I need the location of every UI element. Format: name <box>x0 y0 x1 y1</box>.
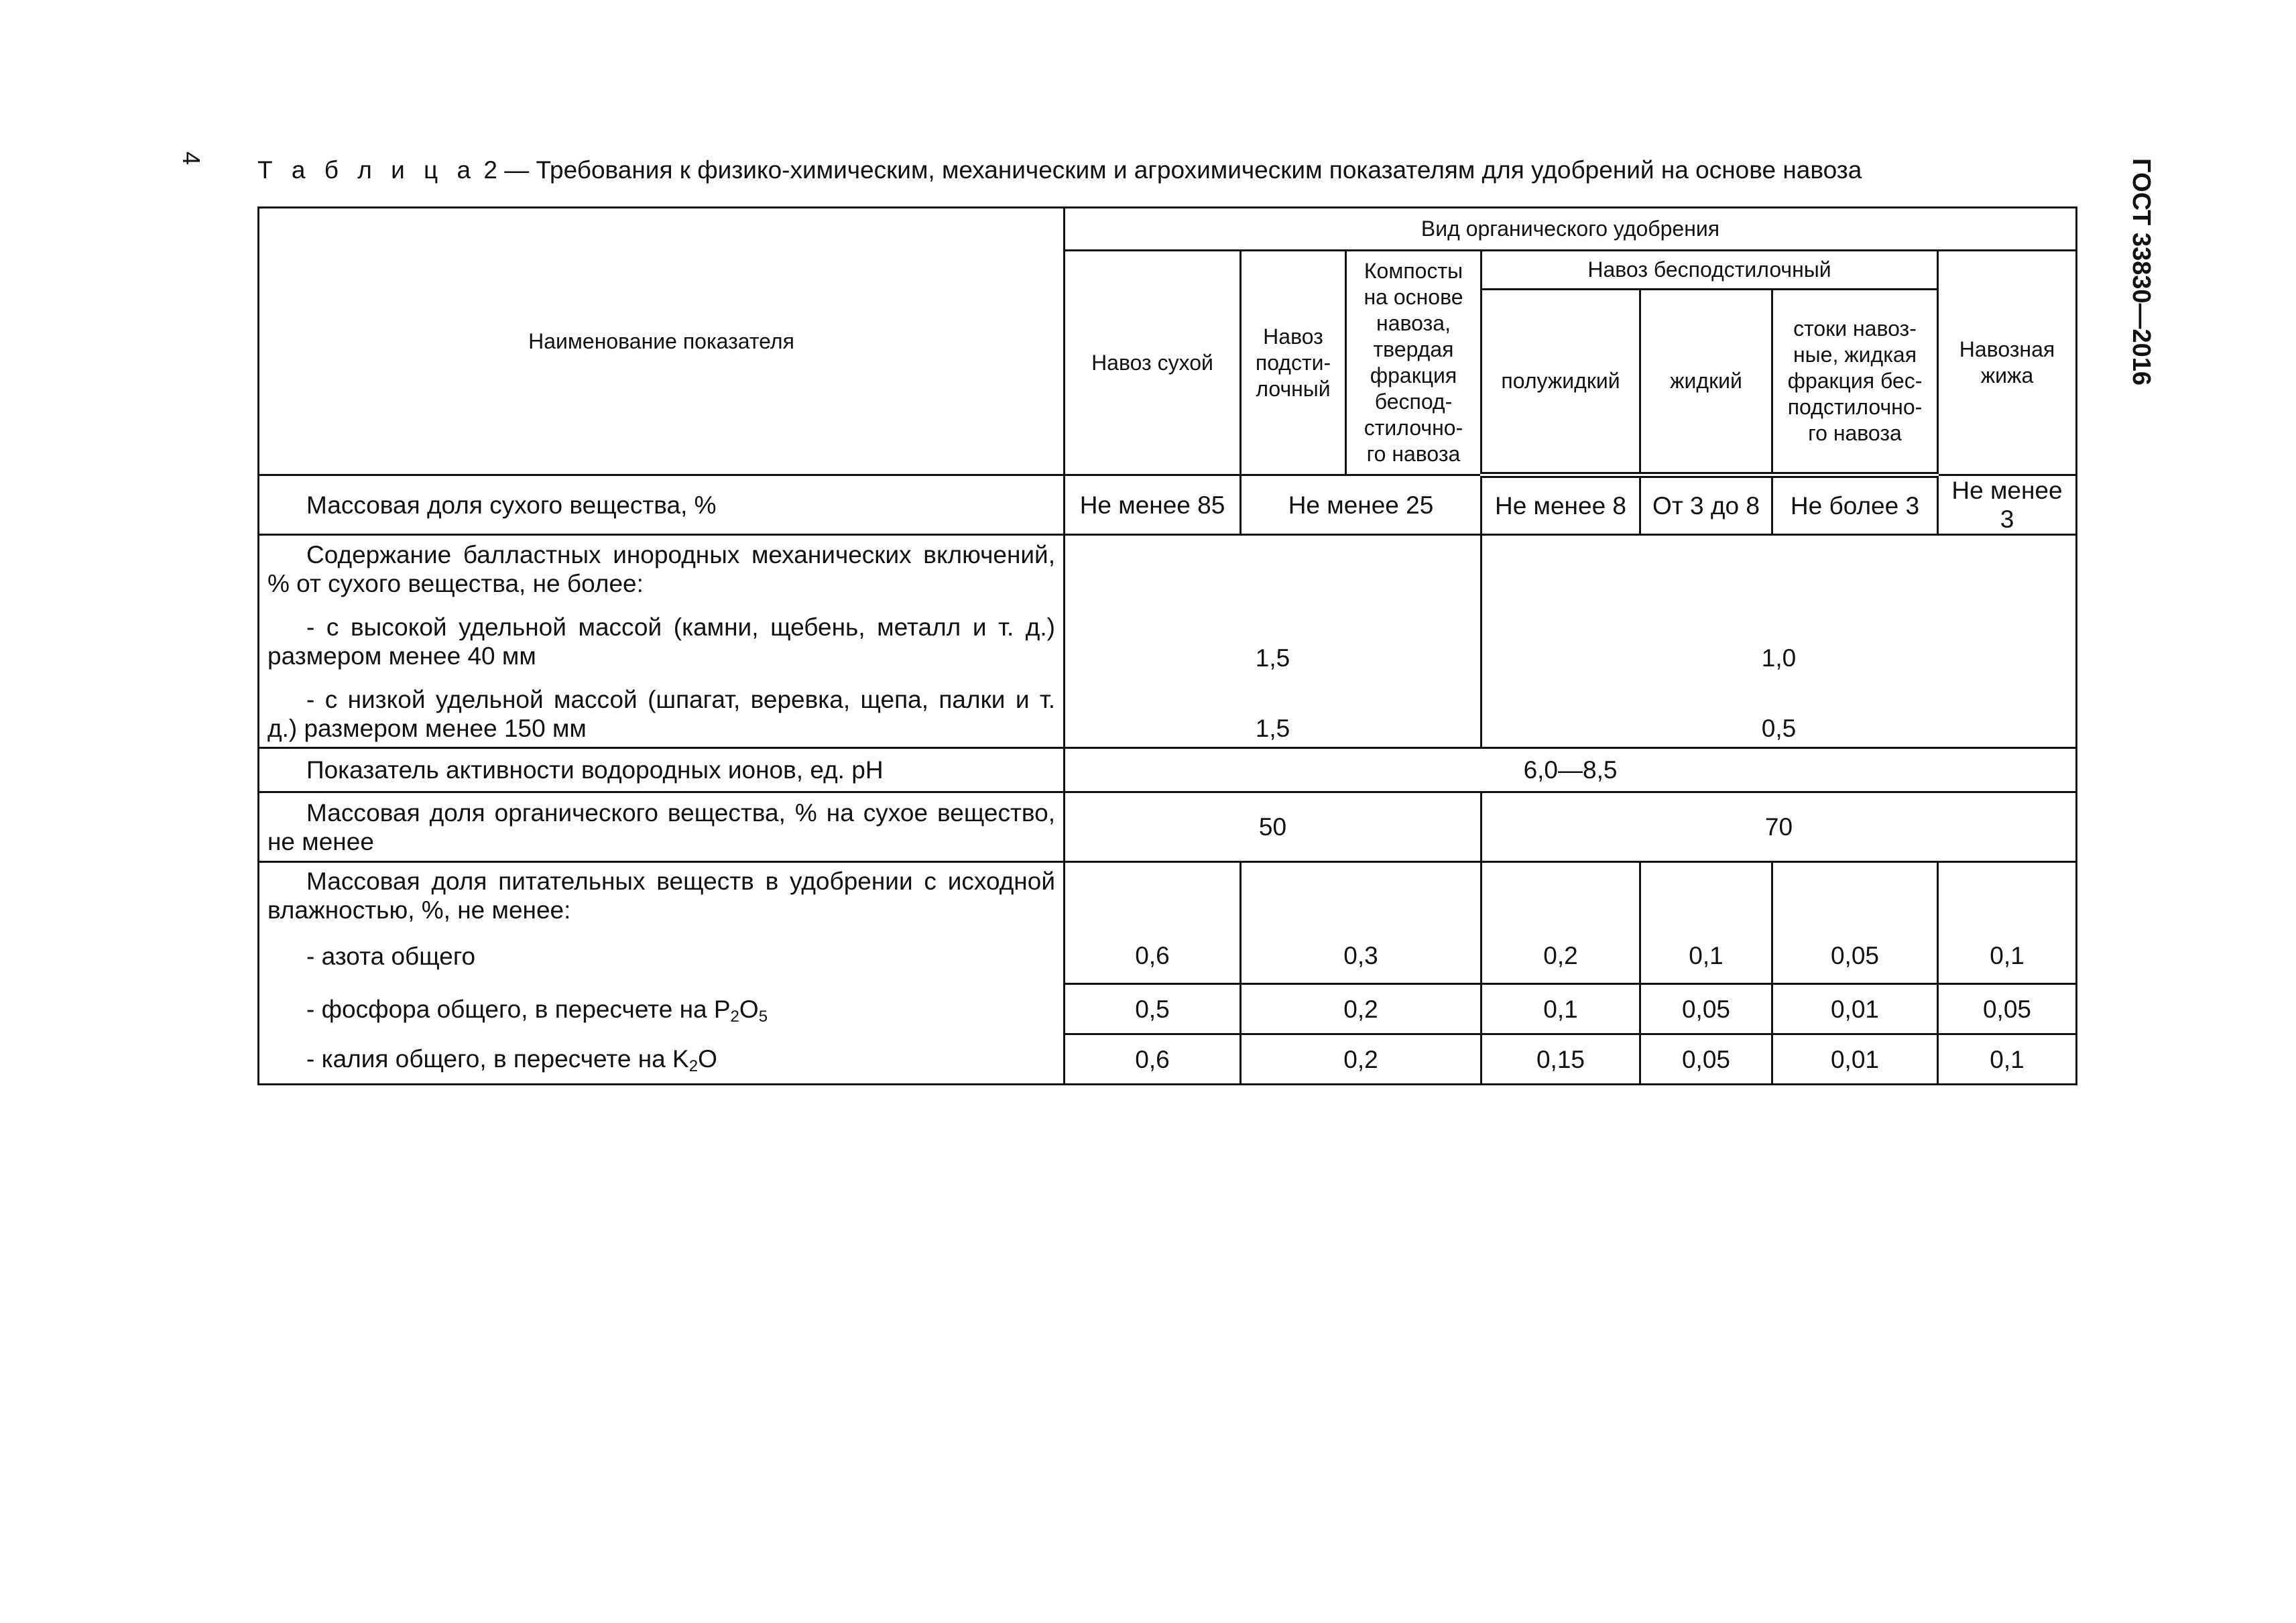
row-nitrogen <box>259 929 2077 984</box>
row-ballast <box>259 535 2077 748</box>
cell-empty <box>1938 862 2077 929</box>
cell-slurry: Не менее 3 <box>1938 475 2077 535</box>
cell-liquid: От 3 до 8 <box>1640 475 1772 535</box>
header-runoff: стоки навоз-ные, жидкая фракция бес-подстилочно-го навоза <box>1772 290 1938 475</box>
cell-runoff: 0,01 <box>1772 984 1938 1034</box>
cell-semiliquid: Не менее 8 <box>1482 475 1640 535</box>
row-label: Массовая доля сухого вещества, % <box>259 475 1065 535</box>
header-liquid: жидкий <box>1640 290 1772 475</box>
cell-empty <box>1640 862 1772 929</box>
cell-litter-compost: 0,3 <box>1241 929 1482 984</box>
row-label: Содержание балластных инородных механических включений, % от сухого вещества, не более: - с высокой удельной массой (камни, щебень, металл и т. д.) размером менее 40 мм - с низкой удельной массой (шпагат, веревка, щепа, палки и т. д.) размером менее 150 мм <box>259 535 1065 748</box>
cell-liquid: 0,05 <box>1640 1034 1772 1085</box>
header-manure-slurry: Навозная жижа <box>1938 251 2077 475</box>
header-semiliquid: полужидкий <box>1482 290 1640 475</box>
cell-organic-b: 70 <box>1482 792 2077 862</box>
requirements-table <box>257 206 2077 1085</box>
cell-ballast-group-b <box>1482 535 2077 748</box>
page-number: 4 <box>178 152 205 166</box>
row-label: - калия общего, в пересчете на $K_2O$ <box>259 1034 1065 1085</box>
header-indicator: Наименование показателя <box>259 208 1065 475</box>
caption-label: Т а б л и ц а <box>257 156 477 184</box>
document-code: ГОСТ 33830—2016 <box>2127 158 2155 386</box>
cell-slurry: 0,05 <box>1938 984 2077 1034</box>
cell-runoff: 0,01 <box>1772 1034 1938 1085</box>
header-manure-dry: Навоз сухой <box>1065 251 1241 475</box>
row-label: Массовая доля питательных веществ в удобрении с исходной влажностью, %, не менее: <box>259 862 1065 929</box>
header-fertilizer-kind: Вид органического удобрения <box>1065 208 2077 251</box>
cell-slurry: 0,1 <box>1938 929 2077 984</box>
header-manure-no-litter: Навоз бесподстилочный <box>1482 251 1938 290</box>
value-heavy-a: 1,5 <box>1255 644 1290 672</box>
cell-semiliquid: 0,15 <box>1482 1034 1640 1085</box>
cell-empty <box>1772 862 1938 929</box>
cell-dry: 0,6 <box>1065 1034 1241 1085</box>
cell-dry: Не менее 85 <box>1065 475 1241 535</box>
row-label: Массовая доля органического вещества, % на сухое вещество, не менее <box>259 792 1065 862</box>
cell-liquid: 0,1 <box>1640 929 1772 984</box>
cell-ballast-group-a <box>1065 535 1482 748</box>
cell-runoff: 0,05 <box>1772 929 1938 984</box>
cell-dry: 0,6 <box>1065 929 1241 984</box>
cell-semiliquid: 0,2 <box>1482 929 1640 984</box>
cell-litter-compost: 0,2 <box>1241 984 1482 1034</box>
cell-empty <box>1241 862 1482 929</box>
caption-text: 2 — Требования к физико-химическим, механическим и агрохимическим показателям для удобрений на основе навоза <box>477 156 1862 184</box>
table-caption <box>257 156 1862 184</box>
cell-runoff: Не более 3 <box>1772 475 1938 535</box>
row-organic <box>259 792 2077 862</box>
cell-organic-a: 50 <box>1065 792 1482 862</box>
value-light-b: 0,5 <box>1761 715 1797 742</box>
row-label: - азота общего <box>259 929 1065 984</box>
cell-litter-compost: 0,2 <box>1241 1034 1482 1085</box>
row-potassium <box>259 1034 2077 1085</box>
cell-slurry: 0,1 <box>1938 1034 2077 1085</box>
row-dry-matter <box>259 475 2077 535</box>
row-ph <box>259 748 2077 792</box>
cell-ph: 6,0—8,5 <box>1065 748 2077 792</box>
cell-empty <box>1482 862 1640 929</box>
cell-litter-compost: Не менее 25 <box>1241 475 1482 535</box>
row-label: Показатель активности водородных ионов, ед. pH <box>259 748 1065 792</box>
value-light-a: 1,5 <box>1255 715 1290 742</box>
row-phosphorus <box>259 984 2077 1034</box>
cell-dry: 0,5 <box>1065 984 1241 1034</box>
row-nutrients-heading <box>259 862 2077 929</box>
row-label: - фосфора общего, в пересчете на $P_2O_5$ <box>259 984 1065 1034</box>
cell-empty <box>1065 862 1241 929</box>
value-heavy-b: 1,0 <box>1761 644 1797 672</box>
cell-semiliquid: 0,1 <box>1482 984 1640 1034</box>
cell-liquid: 0,05 <box>1640 984 1772 1034</box>
header-manure-litter: Навоз подсти-лочный <box>1241 251 1346 475</box>
header-compost: Компосты на основе навоза, твердая фракция беспод-стилочно-го навоза <box>1346 251 1482 475</box>
